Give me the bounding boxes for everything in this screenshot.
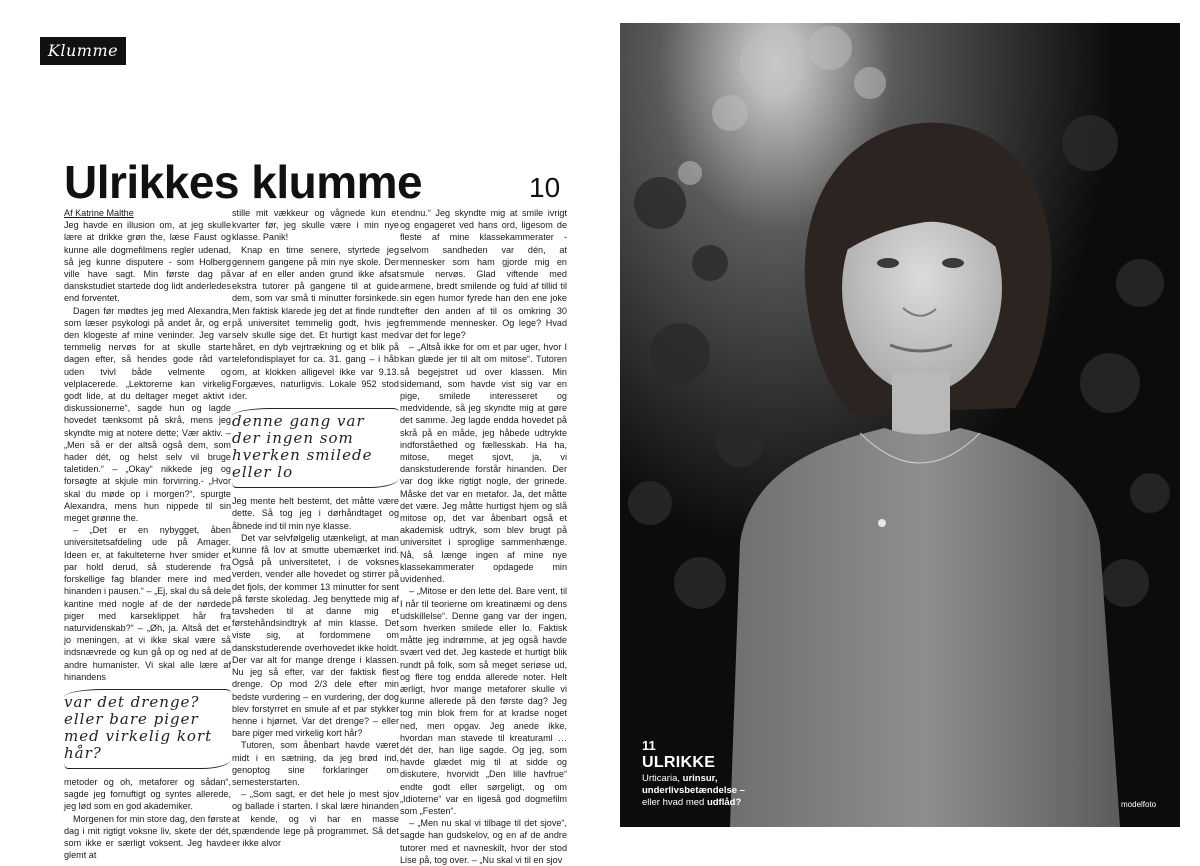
paragraph: Jeg mente helt bestemt, det måtte være dette. Så tog jeg i dørhåndtaget og åbnede ind til min nye klasse.	[232, 496, 399, 531]
paragraph: metoder og oh, metaforer og sådan“, sagde jeg fornuftigt og syntes allerede, jeg lød som en god akademiker.	[64, 776, 231, 812]
paragraph: – „Men nu skal vi tilbage til det sjove“, sagde han gudskelov, og en af de andre tutorer med et navneskilt, hvor der stod Lise på, tog over. – „Nu skal vi til en sjov	[400, 818, 567, 865]
portrait-illustration	[620, 23, 1180, 827]
article-column-3	[400, 207, 567, 865]
paragraph: Det var selvfølgelig utænkeligt, at man kunne få lov at smutte ubemærket ind. Også på universitetet, i de voksnes verden, vender alle hovedet og stirrer på det fjols, der kommer 13 minutter for sent på første skoledag. Jeg benyttede mig af tavsheden til at danne mig et førstehåndsindtryk af min klasse. Det viste sig, at fordommene om danskstuderende overhovedet ikke holdt. Der var alt for mange drenge i klassen. Nu jeg så efter, var der faktisk flest drenge. Op mod 2/3 dele efter min bedste vurdering – en vurdering, der dog blev forstyrret en smule af et par stykker henne i hjørnet. Var det drenge? – eller bare piger med virkelig kort hår?	[232, 532, 399, 739]
caption-subtitle	[642, 773, 812, 809]
article-column-1	[64, 207, 231, 861]
caption-text: eller hvad med	[642, 797, 707, 808]
caption-title: ULRIKKE	[642, 754, 716, 771]
article-column-2	[232, 207, 399, 848]
paragraph: Jeg havde en illusion om, at jeg skulle lære at drikke grøn the, læse Faust og kunne alle dogmefilmens regler udenad, så jeg kunne disputere - som Holberg ville have sagt. Min første dag på danskstudiet startede dog lidt anderledes end forventet.	[64, 220, 231, 304]
caption-text: Urticaria,	[642, 773, 683, 784]
page-number: 10	[529, 172, 561, 203]
paragraph: – „Mitose er den lette del. Bare vent, til I når til teorierne om kreatinæmi og dens udskillelse“. Denne gang var der ingen, som hverken smilede eller lo. Faktisk måtte jeg indrømme, at jeg også havde svært ved det. Jeg kastede et hurtigt blik rundt på folk, som så meget seriøse ud, og flere tog endda allerede noter. Helt ærligt, hvor mange metaforer skulle vi kunne allerede på den første dag? Jeg tog min blok frem for at kradse noget ned, men opgav. Jeg anede ikke, hvordan man stavede til kreaturaml … dét der, han lige sagde. Og jeg, som havde glædet mig til at sidde og diskutere, hvorvidt „Den lille havfrue“ endte godt eller sørgeligt, og om „Idioterne“ var en ligeså god dogmefilm som „Festen“.	[400, 586, 567, 816]
caption-text: underlivsbetændelse –	[642, 785, 745, 796]
handwritten-note: denne gang var der ingen som hverken smilede eller lo	[232, 408, 399, 488]
handwritten-note: var det drenge? eller bare piger med virkelig kort hår?	[64, 689, 231, 769]
paragraph: – „Som sagt, er det hele jo mest sjov og ballade i starten. I skal lære hinanden at kende, og vi har en masse spændende lege på programmet. Så det er ikke alvor	[232, 789, 399, 848]
photo-credit: modelfoto	[1121, 800, 1157, 809]
paragraph: – „Altså ikke for om et par uger, hvor I kan glæde jer til alt om mitose“. Tutoren så begejstret ud over klassen. Min sidemand, som havde vist sig var en pige, smilede interesseret og medvidende, så jeg skyndte mig at gøre det samme. Jeg lagde endda hovedet på skrå på en måde, jeg håbede udtrykte indforståethed og fællesskab. Ha ha, mitose, meget sjovt, ja, vi danskstuderende forstår hinanden. Der var dog ikke rigtigt nogle, der grinede. Måske det var en metafor. Ja, det måtte det være. Jeg måtte hurtigst hjem og slå mitose op, det var åbenbart også et akademisk udtryk, som blev brugt på universitet i sproglige sammenhænge. Nå, så længe ingen af mine nye klassekammerater opdagede min uvidenhed.	[400, 342, 567, 585]
paragraph: Knap en time senere, styrtede jeg gennem gangene på min nye skole. Der var af en eller anden grund ikke afsat ekstra tutorer på gangene til at guide dem, som var små ti minutter forsinkede. Men faktisk klarede jeg det at finde rundt på universitet temmelig godt, hvis jeg selv skulle sige det. Et hurtigt kast med håret, en dyb vejrtrækning og et blik på telefondisplayet for ca. 31. gang – i håb om, at klokken alligevel ikke var 9.13. Forgæves, naturligvis. Lokale 952 stod der.	[232, 244, 399, 402]
paragraph: endnu.“ Jeg skyndte mig at smile ivrigt og engageret ved hans ord, ligesom de fleste af mine klassekammerater - selvom sandheden var dén, at mennesker som ham gjorde mig en smule nervøs. Glad viftende med armene, bredt smilende og fuld af tillid til sin egen humor fyrede han den ene joke efter den anden af til os omkring 30 fremmende mennesker. Og lege? Hvad var det for lege?	[400, 208, 567, 341]
caption-text: urinsur,	[682, 773, 718, 784]
caption-number: 11	[642, 738, 656, 753]
paragraph: – „Det er en nybygget, åben universitetsafdeling ude på Amager. Ideen er, at fakulteterne hver smider et par hold derud, så studerende fra forskellige fag blander mere ind med hinanden i pausen.“ – „Ej, skal du så dele kantine med nogle af de der nørdede piger med karseklippet hår fra naturvidenskab?“ – „Øh, ja. Altså det er jo meningen, at vi ikke skal være så indsnævrede og kun gå op og ned af de andre humanister. Vi skal alle lære af hinandens	[64, 525, 231, 682]
section-tag: Klumme	[40, 37, 126, 65]
byline: Af Katrine Malthe	[64, 208, 134, 218]
paragraph: stille mit vækkeur og vågnede kun et kvarter før, jeg skulle være i min nye klasse. Panik!	[232, 208, 399, 243]
paragraph: Morgenen for min store dag, den første dag i mit rigtigt voksne liv, skete der dét, som ikke er særligt voksent. Jeg havde glemt at	[64, 813, 231, 861]
paragraph: Dagen før mødtes jeg med Alexandra, som læser psykologi på andet år, og er den klogeste af mine veninder. Jeg var temmelig nervøs for at skulle starte dagen efter, så hendes gode råd var uden tvivl både velmente og velplacerede. „Lektorerne kan virkelig godt lide, at du deltager meget aktivt i diskussionerne“, sagde hun og lagde hovedet tænksomt på skrå, mens jeg skyndte mig at notere dette; Vær aktiv. – „Men så er der altså også dem, som hader dét, og helst selv vil bruge taletiden.“ – „Okay“ nikkede jeg og forsøgte at skjule min forvirring.- „Hvor skal du møde op i morgen?“, spurgte Alexandra, mens hun nippede til sin meget grønne the.	[64, 305, 231, 524]
portrait-photo	[620, 23, 1180, 827]
page-title: Ulrikkes klumme	[64, 156, 423, 208]
caption-text: udflåd?	[706, 797, 742, 808]
paragraph: Tutoren, som åbenbart havde været midt i en sætning, da jeg brød ind, genoptog sine forklaringer om semesterstarten.	[232, 740, 399, 787]
